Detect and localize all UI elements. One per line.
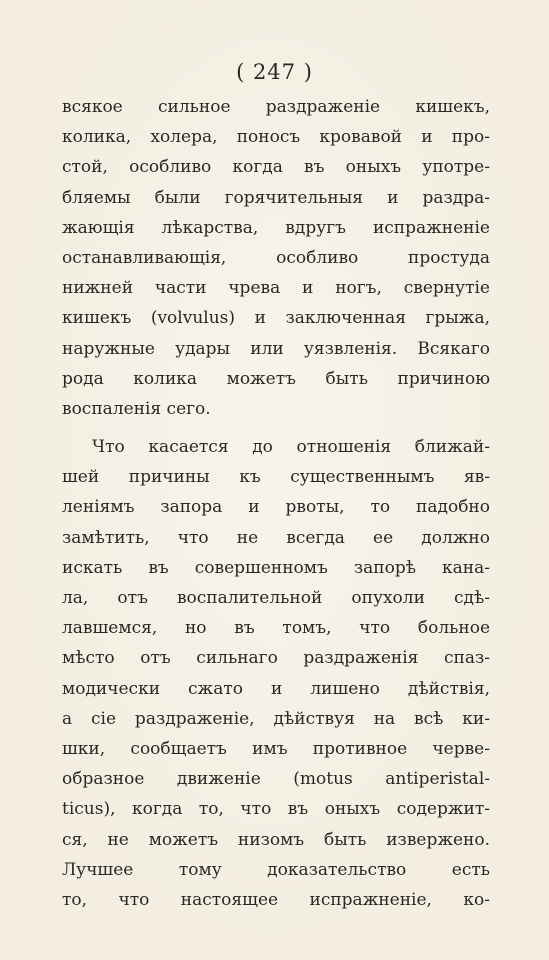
text-line: всякое сильное раздраженіе кишекъ, [62, 97, 490, 117]
text-line: шки, сообщаетъ имъ противное черве- [62, 738, 490, 759]
text-line: воспаленія сего. [62, 398, 211, 419]
text-line: бляемы были горячительныя и раздра- [62, 187, 490, 208]
text-line: ла, отъ воспалительной опухоли сдѣ- [62, 588, 490, 608]
text-line: мѣсто отъ сильнаго раздраженія спаз- [62, 648, 490, 669]
text-line: искать въ совершенномъ запорѣ кана- [62, 557, 490, 578]
text-line: кишекъ (volvulus) и заключенная грыжа, [62, 308, 490, 329]
text-line: стой, особливо когда въ оныхъ употре- [62, 157, 490, 178]
text-line: образное движеніе (motus antiperistal- [62, 769, 490, 790]
text-line: а сіе раздраженіе, дѣйствуя на всѣ ки- [62, 708, 490, 729]
text-line: модически сжато и лишено дѣйствія, [62, 678, 490, 699]
text-line: рода колика можетъ быть причиною [62, 368, 490, 389]
text-line: Что касается до отношенія ближай- [92, 437, 490, 458]
paragraph-1 [62, 92, 490, 424]
text-line: колика, холера, поносъ кровавой и про- [62, 127, 490, 148]
text-line: Лучшее тому доказательство есть [62, 859, 490, 880]
text-line: шей причины къ существеннымъ яв- [62, 467, 490, 488]
paragraph-gap [62, 424, 490, 432]
text-line: ся, не можетъ низомъ быть извержено. [62, 829, 490, 850]
text-line: замѣтить, что не всегда ее должно [62, 527, 490, 548]
text-line: нижней части чрева и ногъ, свернутіе [62, 278, 490, 299]
paragraph-2 [62, 432, 490, 915]
text-line: жающія лѣкарства, вдругъ испражненіе [62, 217, 490, 238]
text-line: то, что настоящее испражненіе, ко- [62, 889, 490, 910]
text-line: лавшемся, но въ томъ, что больное [62, 618, 490, 639]
text-line: наружные удары или уязвленія. Всякаго [62, 338, 490, 359]
page-number: ( 247 ) [236, 60, 313, 84]
text-line: ticus), когда то, что въ оныхъ содержит- [62, 799, 490, 820]
body-text [62, 92, 490, 915]
text-line: леніямъ запора и рвоты, то падобно [62, 497, 490, 518]
text-line: останавливающія, особливо простуда [62, 247, 490, 268]
